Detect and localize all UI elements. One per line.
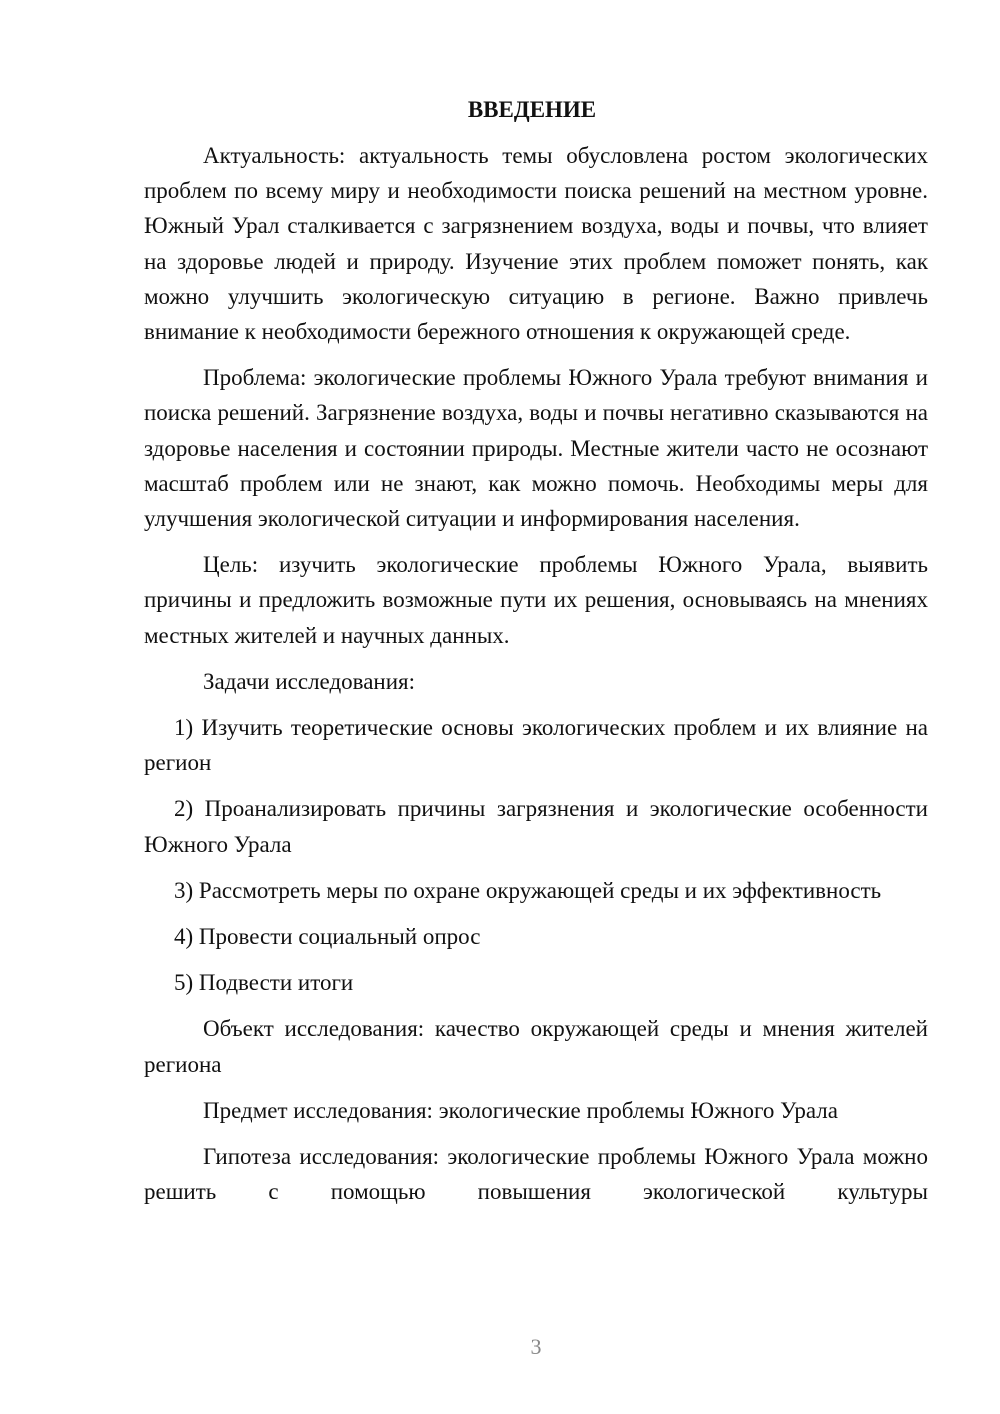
task-item: 3) Рассмотреть меры по охране окружающей среды и их эффективность (174, 877, 882, 903)
object-paragraph: Объект исследования: качество окружающей среды и мнения жителей региона (144, 1016, 928, 1077)
tasks-title: Задачи исследования: (203, 668, 416, 694)
problem-paragraph: Проблема: экологические проблемы Южного Урала требуют внимания и поиска решений. Загрязнение воздуха, воды и почвы негативно сказываются на здоровье населения и состоянии природы. Местные жители часто не осознают масштаб проблем или не знают, как можно помочь. Необходимы меры для улучшения экологической ситуации и информирования населения. (144, 365, 928, 532)
task-item: 4) Провести социальный опрос (174, 924, 481, 950)
document-body (144, 92, 928, 1220)
section-heading: ВВЕДЕНИЕ (467, 97, 597, 122)
task-item: 5) Подвести итоги (174, 970, 354, 996)
task-item: 1) Изучить теоретические основы экологических проблем и их влияние на регион (144, 715, 928, 776)
task-item: 2) Проанализировать причины загрязнения и экологические особенности Южного Урала (144, 796, 928, 857)
page-number: 3 (530, 1334, 542, 1359)
relevance-paragraph: Актуальность: актуальность темы обусловлена ростом экологических проблем по всему миру и необходимости поиска решений на местном уровне. Южный Урал сталкивается с загрязнением воздуха, воды и почвы, что влияет на здоровье людей и природу. Изучение этих проблем поможет понять, как можно улучшить экологическую ситуацию в регионе. Важно привлечь внимание к необходимости бережного отношения к окружающей среде. (144, 143, 928, 345)
hypothesis-paragraph: Гипотеза исследования: экологические проблемы Южного Урала можно решить с помощью повышения экологической культуры (144, 1144, 928, 1205)
subject-paragraph: Предмет исследования: экологические проблемы Южного Урала (203, 1097, 838, 1123)
goal-paragraph: Цель: изучить экологические проблемы Южного Урала, выявить причины и предложить возможные пути их решения, основываясь на мнениях местных жителей и научных данных. (144, 552, 928, 648)
